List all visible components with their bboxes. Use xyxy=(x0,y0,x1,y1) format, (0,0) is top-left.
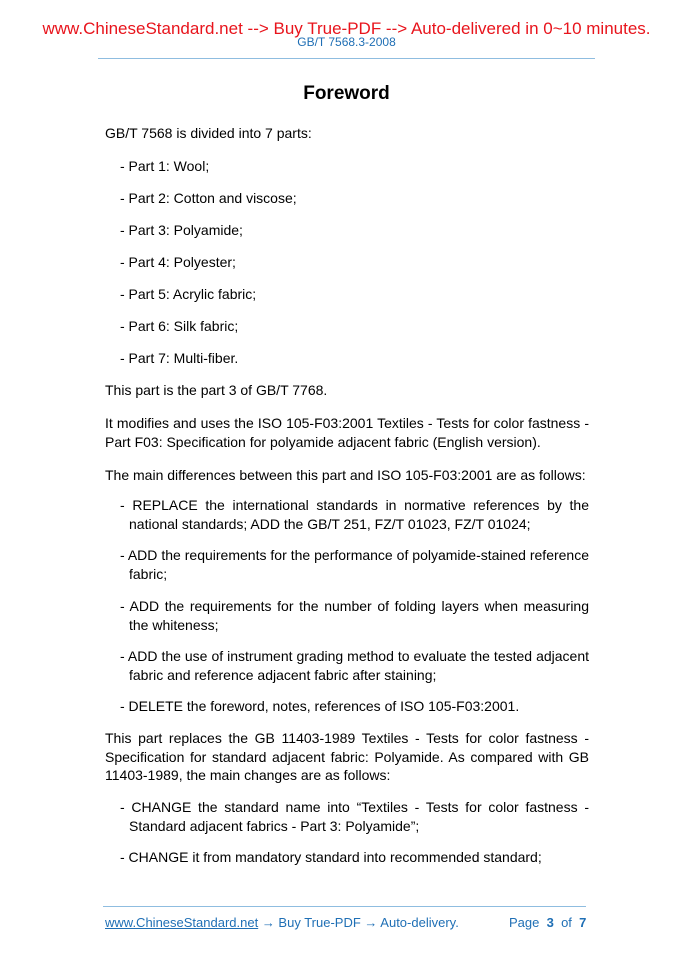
intro-paragraph: GB/T 7568 is divided into 7 parts: xyxy=(105,125,312,141)
paragraph: This part replaces the GB 11403-1989 Textiles - Tests for color fastness - Specification for standard adjacent fabric: Polyamide. As compared with GB 11403-1989, the main changes are as follows: xyxy=(105,730,589,783)
part-item: - Part 5: Acrylic fabric; xyxy=(120,286,257,302)
footer-promo xyxy=(105,915,459,930)
part-item: - Part 1: Wool; xyxy=(120,158,210,174)
document-id: GB/T 7568.3-2008 xyxy=(297,35,396,49)
footer-link[interactable]: www.ChineseStandard.net xyxy=(105,915,259,930)
difference-item: - DELETE the foreword, notes, references of ISO 105-F03:2001. xyxy=(120,698,520,714)
difference-item: - REPLACE the international standards in normative references by the national standards; ADD the GB/T 251, FZ/T 01023, FZ/T 01024; xyxy=(120,497,589,532)
paragraph: It modifies and uses the ISO 105-F03:2001 Textiles - Tests for color fastness - Part F03: Specification for polyamide adjacent fabric (English version). xyxy=(105,415,589,450)
difference-item: - ADD the requirements for the number of folding layers when measuring the whiteness; xyxy=(120,598,589,633)
change-item: - CHANGE it from mandatory standard into recommended standard; xyxy=(120,849,542,865)
part-item: - Part 4: Polyester; xyxy=(120,254,236,270)
part-item: - Part 6: Silk fabric; xyxy=(120,318,239,334)
footer-text: → Buy True-PDF → Auto-delivery. xyxy=(258,915,459,930)
part-item: - Part 7: Multi-fiber. xyxy=(120,350,239,366)
page-title: Foreword xyxy=(303,83,390,104)
paragraph: The main differences between this part and ISO 105-F03:2001 are as follows: xyxy=(105,467,586,483)
paragraph: This part is the part 3 of GB/T 7768. xyxy=(105,382,328,398)
page-label: Page xyxy=(509,915,540,930)
current-page: 3 xyxy=(546,915,554,930)
of-label: of xyxy=(561,915,572,930)
difference-item: - ADD the requirements for the performance of polyamide-stained reference fabric; xyxy=(120,547,589,582)
part-item: - Part 2: Cotton and viscose; xyxy=(120,190,297,206)
header-banner: www.ChineseStandard.net --> Buy True-PDF --> Auto-delivered in 0~10 minutes. xyxy=(42,19,651,38)
header-divider xyxy=(98,58,595,59)
total-pages: 7 xyxy=(579,915,587,930)
page-number xyxy=(509,915,586,930)
part-item: - Part 3: Polyamide; xyxy=(120,222,243,238)
difference-item: - ADD the use of instrument grading method to evaluate the tested adjacent fabric and reference adjacent fabric after staining; xyxy=(120,648,589,683)
change-item: - CHANGE the standard name into “Textiles - Tests for color fastness - Standard adjacent fabrics - Part 3: Polyamide”; xyxy=(120,799,589,834)
footer-divider xyxy=(103,906,586,907)
